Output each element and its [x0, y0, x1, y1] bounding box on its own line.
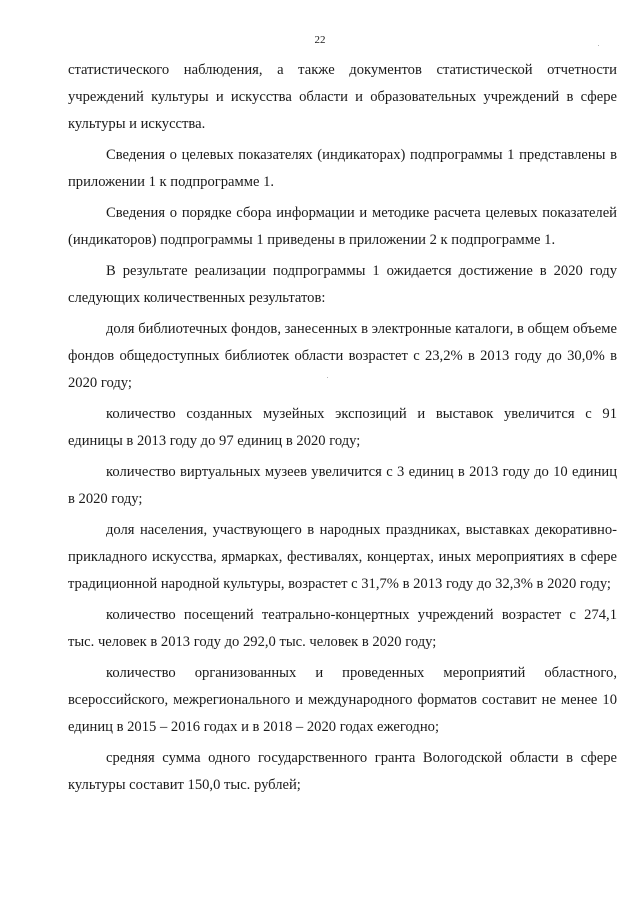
result-item-grant-amount: средняя сумма одного государственного гранта Вологодской области в сфере культуры составит 150,0 тыс. рублей;	[68, 750, 617, 793]
result-item-virtual-museums: количество виртуальных музеев увеличится с 3 единиц в 2013 году до 10 единиц в 2020 году;	[68, 464, 617, 507]
scan-speck	[598, 45, 599, 46]
result-item-folk-culture: доля населения, участвующего в народных праздниках, выставках декоративно-прикладного искусства, ярмарках, фестивалях, концертах, иных мероприятиях в сфере традиционной народной культуры, возрастет с 31,7% в 2013 году до 32,3% в 2020 году;	[68, 522, 617, 592]
result-item-museum-expositions: количество созданных музейных экспозиций и выставок увеличится с 91 единицы в 2013 году до 97 единиц в 2020 году;	[68, 406, 617, 449]
paragraph-expected-results: В результате реализации подпрограммы 1 ожидается достижение в 2020 году следующих количественных результатов:	[68, 263, 617, 306]
result-item-events: количество организованных и проведенных мероприятий областного, всероссийского, межрегионального и международного форматов составит не менее 10 единиц в 2015 – 2016 годах и в 2018 – 2020 годах ежегодно;	[68, 665, 617, 735]
page-number: 22	[314, 34, 326, 46]
paragraph-continuation: статистического наблюдения, а также документов статистической отчетности учреждений культуры и искусства области и образовательных учреждений в сфере культуры и искусства.	[68, 62, 617, 132]
paragraph-indicators: Сведения о целевых показателях (индикаторах) подпрограммы 1 представлены в приложении 1 к подпрограмме 1.	[68, 147, 617, 190]
scan-speck	[327, 377, 328, 378]
document-body	[68, 57, 617, 803]
result-item-theatre-visits: количество посещений театрально-концертных учреждений возрастет с 274,1 тыс. человек в 2013 году до 292,0 тыс. человек в 2020 году;	[68, 607, 617, 650]
result-item-library-catalogs: доля библиотечных фондов, занесенных в электронные каталоги, в общем объеме фондов общедоступных библиотек области возрастет с 23,2% в 2013 году до 30,0% в 2020 году;	[68, 321, 617, 391]
paragraph-methodology: Сведения о порядке сбора информации и методике расчета целевых показателей (индикаторов) подпрограммы 1 приведены в приложении 2 к подпрограмме 1.	[68, 205, 617, 248]
